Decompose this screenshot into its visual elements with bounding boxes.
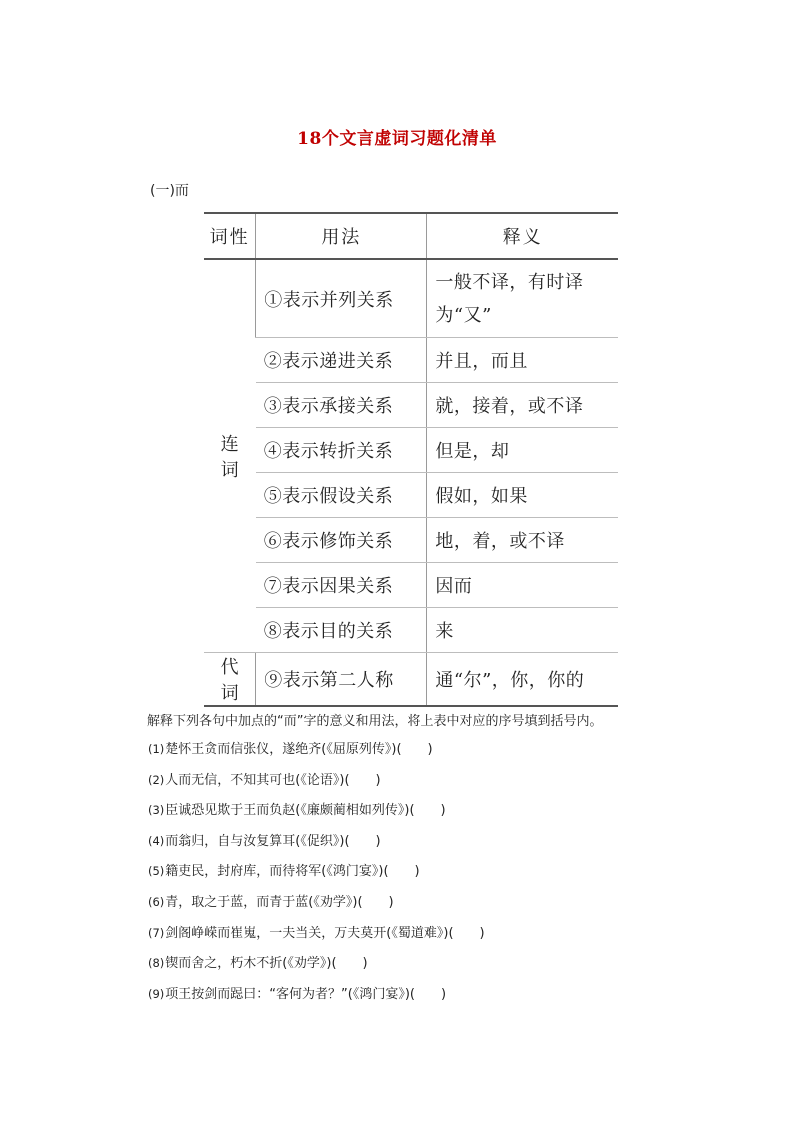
answer-blank[interactable]: ( ) (357, 894, 394, 910)
meaning-cell: 因而 (427, 563, 618, 608)
header-usage: 用法 (256, 213, 427, 259)
exercise-sentence: 人而无信，不知其可也(《论语》) (165, 772, 345, 788)
list-item (148, 740, 485, 771)
exercise-sentence: 楚怀王贪而信张仪，遂绝齐(《屈原列传》) (165, 742, 397, 757)
exercise-sentence: 锲而舍之，朽木不折(《劝学》) (165, 956, 332, 972)
exercise-sentence: 而翁归，自与汝复算耳(《促织》) (165, 833, 345, 849)
list-item (148, 924, 485, 955)
meaning-cell: 地，着，或不译 (427, 518, 618, 563)
meaning-cell: 假如，如果 (427, 473, 618, 518)
list-item (148, 862, 485, 893)
usage-cell: ⑥表示修饰关系 (256, 518, 427, 563)
exercise-instruction: 解释下列各句中加点的“而”字的意义和用法，将上表中对应的序号填到括号内。 (147, 714, 603, 729)
answer-blank[interactable]: ( ) (448, 925, 485, 941)
exercise-number: (3) (148, 803, 165, 818)
meaning-cell: 就，接着，或不译 (427, 383, 618, 428)
usage-cell: ①表示并列关系 (256, 259, 427, 338)
answer-blank[interactable]: ( ) (344, 833, 381, 849)
pos-pronoun: 代词 (204, 653, 256, 707)
table-row (204, 428, 618, 473)
usage-cell: ⑧表示目的关系 (256, 608, 427, 653)
answer-blank[interactable]: ( ) (344, 772, 381, 788)
usage-cell: ⑨表示第二人称 (256, 653, 427, 707)
meaning-text: 一般不译，有时译为“又” (435, 271, 584, 326)
usage-cell: ⑦表示因果关系 (256, 563, 427, 608)
exercise-number: (8) (148, 956, 165, 971)
table-row (204, 518, 618, 563)
answer-blank[interactable]: ( ) (409, 986, 447, 1002)
answer-blank[interactable]: ( ) (409, 803, 446, 819)
exercise-number: (6) (148, 894, 165, 909)
exercise-sentence: 籍吏民，封府库，而待将军(《鸿门宴》) (165, 864, 384, 880)
usage-cell: ⑤表示假设关系 (256, 473, 427, 518)
exercise-number: (5) (148, 864, 165, 879)
exercise-list (148, 740, 485, 1015)
meaning-cell (427, 259, 618, 338)
list-item (148, 893, 485, 924)
table-row (204, 608, 618, 653)
page-title: 18个文言虚词习题化清单 (297, 129, 497, 149)
exercise-number: (2) (148, 772, 165, 787)
table-row (204, 473, 618, 518)
exercise-sentence: 项王按剑而跽曰：“客何为者？”(《鸿门宴》) (165, 986, 410, 1002)
header-part-of-speech: 词性 (204, 213, 256, 259)
meaning-cell: 通“尔”，你，你的 (427, 653, 618, 707)
exercise-number: (7) (148, 925, 165, 940)
table-row (204, 338, 618, 383)
exercise-number: (1) (148, 742, 165, 756)
list-item (148, 801, 485, 832)
answer-blank[interactable]: ( ) (396, 742, 433, 757)
exercise-number: (4) (148, 833, 165, 848)
table-row (204, 383, 618, 428)
exercise-number: (9) (148, 986, 165, 1001)
usage-cell: ③表示承接关系 (256, 383, 427, 428)
meaning-cell: 但是，却 (427, 428, 618, 473)
list-item (148, 954, 485, 985)
usage-cell: ②表示递进关系 (256, 338, 427, 383)
table-row (204, 259, 618, 338)
meaning-cell: 并且，而且 (427, 338, 618, 383)
usage-cell: ④表示转折关系 (256, 428, 427, 473)
answer-blank[interactable]: ( ) (331, 956, 368, 972)
table-row (204, 563, 618, 608)
exercise-sentence: 青，取之于蓝，而青于蓝(《劝学》) (165, 894, 358, 910)
header-meaning: 释义 (427, 213, 618, 259)
exercise-sentence: 剑阁峥嵘而崔嵬，一夫当关，万夫莫开(《蜀道难》) (165, 925, 449, 941)
answer-blank[interactable]: ( ) (383, 864, 420, 880)
meaning-cell: 来 (427, 608, 618, 653)
exercise-sentence: 臣诚恐见欺于王而负赵(《廉颇蔺相如列传》) (165, 803, 410, 819)
list-item (148, 832, 485, 863)
pos-conjunction: 连词 (204, 259, 256, 653)
section-heading: (一)而 (150, 183, 189, 199)
table-header-row (204, 213, 618, 259)
usage-table (204, 212, 618, 707)
table-row (204, 653, 618, 707)
list-item (148, 985, 485, 1016)
list-item (148, 771, 485, 802)
